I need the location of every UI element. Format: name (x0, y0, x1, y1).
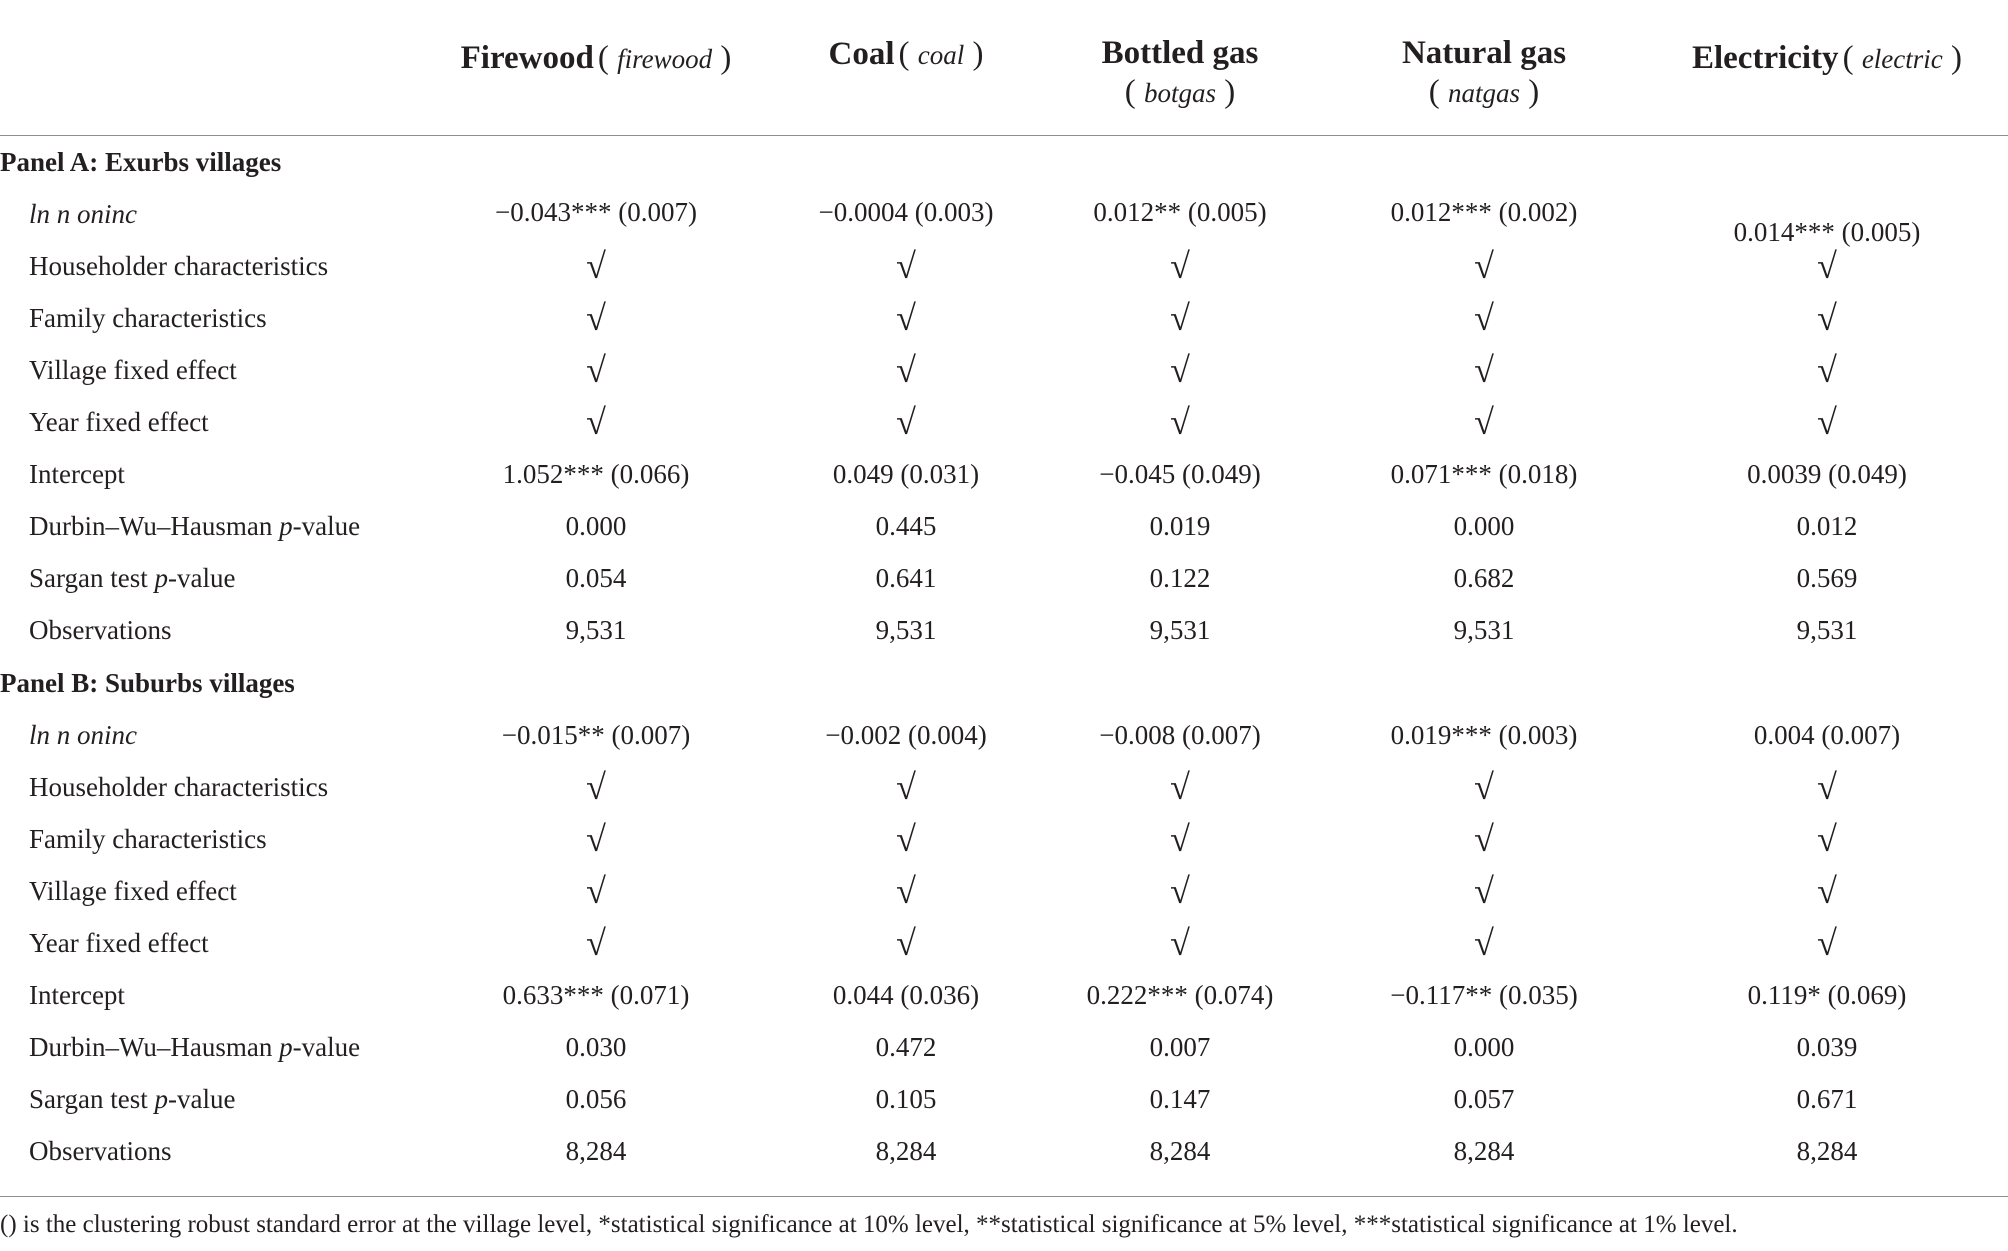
open-paren: ( (1842, 40, 1862, 76)
table-header (0, 0, 2008, 135)
row-label (29, 1021, 360, 1073)
table-row (0, 813, 2008, 865)
cell-electricity: 9,531 (1796, 615, 1858, 645)
cell-electricity: 0.039 (1796, 1032, 1858, 1062)
row-label: Householder characteristics (29, 251, 329, 281)
cell-electricity: 0.014*** (0.005) (1733, 217, 1921, 247)
cell-coal: √ (896, 402, 916, 442)
row-label: Intercept (29, 980, 125, 1010)
cell-coal: 0.105 (875, 1084, 937, 1114)
cell-electricity: 8,284 (1796, 1136, 1858, 1166)
table-row (0, 709, 2008, 761)
row-label-text: Sargan test (29, 563, 155, 593)
row-label-suffix: -value (167, 1084, 236, 1114)
cell-coal: 0.044 (0.036) (832, 980, 980, 1010)
cell-electricity: 0.569 (1796, 563, 1858, 593)
table-row (0, 500, 2008, 552)
row-label-suffix: -value (167, 563, 236, 593)
table-row (0, 917, 2008, 969)
cell-coal: −0.0004 (0.003) (818, 197, 994, 227)
cell-natural-gas: 0.000 (1453, 511, 1515, 541)
row-label-p: p (279, 511, 293, 541)
close-paren: ) (1216, 74, 1236, 110)
cell-natural-gas: √ (1474, 298, 1494, 338)
cell-electricity: 0.012 (1796, 511, 1858, 541)
cell-electricity: 0.0039 (0.049) (1747, 459, 1907, 489)
cell-bottled-gas: −0.008 (0.007) (1099, 720, 1261, 750)
cell-firewood: √ (586, 819, 606, 859)
table-row (0, 344, 2008, 396)
column-name: Bottled gas (1101, 35, 1259, 71)
close-paren: ) (1520, 74, 1540, 110)
row-label-text: Durbin–Wu–Hausman (29, 1032, 280, 1062)
cell-natural-gas: 0.682 (1453, 563, 1515, 593)
bottom-rule (0, 1196, 2008, 1197)
cell-coal: √ (896, 871, 916, 911)
cell-firewood: √ (586, 402, 606, 442)
cell-coal: 0.445 (875, 511, 937, 541)
cell-firewood: √ (586, 246, 606, 286)
cell-bottled-gas: √ (1170, 819, 1190, 859)
row-label-suffix: -value (292, 511, 361, 541)
column-code-line (1102, 73, 1259, 112)
cell-natural-gas: √ (1474, 923, 1494, 963)
cell-bottled-gas: 0.007 (1149, 1032, 1211, 1062)
cell-coal: √ (896, 246, 916, 286)
table-row (0, 552, 2008, 604)
column-name: Electricity (1691, 40, 1839, 76)
cell-firewood: 0.054 (565, 563, 627, 593)
cell-bottled-gas: √ (1170, 871, 1190, 911)
close-paren: ) (964, 36, 984, 72)
cell-coal: 9,531 (875, 615, 937, 645)
cell-bottled-gas: √ (1170, 350, 1190, 390)
cell-firewood: √ (586, 767, 606, 807)
cell-electricity: √ (1817, 402, 1837, 442)
cell-coal: 8,284 (875, 1136, 937, 1166)
open-paren: ( (597, 40, 618, 76)
cell-firewood: √ (586, 871, 606, 911)
cell-bottled-gas: 0.012** (0.005) (1093, 197, 1267, 227)
cell-coal: √ (896, 923, 916, 963)
table-row (0, 969, 2008, 1021)
cell-electricity: √ (1817, 819, 1837, 859)
column-code: firewood (617, 44, 713, 74)
cell-electricity: 0.671 (1796, 1084, 1858, 1114)
cell-electricity: √ (1817, 246, 1837, 286)
table-row (0, 396, 2008, 448)
column-name: Firewood (460, 40, 594, 76)
cell-firewood: √ (586, 298, 606, 338)
panel-title-row (0, 657, 2008, 709)
cell-bottled-gas: 0.122 (1149, 563, 1211, 593)
cell-natural-gas: √ (1474, 767, 1494, 807)
cell-firewood: −0.015** (0.007) (501, 720, 691, 750)
panel-title: Panel B: Suburbs villages (0, 668, 295, 698)
row-label: Observations (29, 615, 172, 645)
row-label: Year fixed effect (29, 928, 209, 958)
column-code: natgas (1447, 78, 1520, 108)
column-code: electric (1861, 44, 1943, 74)
open-paren: ( (1428, 74, 1448, 110)
table-footnote: () is the clustering robust standard error at the village level, *statistical significance at 10% level, **statistical significance at 5% level, ***statistical significance at 1% level. (0, 1211, 1738, 1238)
cell-natural-gas: √ (1474, 402, 1494, 442)
table-row (0, 761, 2008, 813)
cell-coal: −0.002 (0.004) (825, 720, 987, 750)
row-label: ln n oninc (29, 720, 137, 750)
cell-firewood: √ (586, 350, 606, 390)
cell-natural-gas: √ (1474, 246, 1494, 286)
cell-coal: √ (896, 350, 916, 390)
row-label-text: Durbin–Wu–Hausman (29, 511, 280, 541)
cell-firewood: 0.030 (565, 1032, 627, 1062)
panel-title: Panel A: Exurbs villages (0, 147, 282, 177)
cell-firewood: 1.052*** (0.066) (502, 459, 690, 489)
cell-coal: 0.641 (875, 563, 937, 593)
row-label-p: p (154, 563, 168, 593)
row-label: Householder characteristics (29, 772, 329, 802)
row-label: Observations (29, 1136, 172, 1166)
cell-firewood: 0.056 (565, 1084, 627, 1114)
cell-electricity: √ (1817, 871, 1837, 911)
cell-natural-gas: 0.057 (1453, 1084, 1515, 1114)
table-row (0, 240, 2008, 292)
row-label: Family characteristics (29, 824, 267, 854)
column-name: Natural gas (1401, 35, 1567, 71)
cell-bottled-gas: √ (1170, 246, 1190, 286)
row-label-p: p (279, 1032, 293, 1062)
cell-natural-gas: 9,531 (1453, 615, 1515, 645)
open-paren: ( (1124, 74, 1144, 110)
cell-coal: 0.049 (0.031) (832, 459, 980, 489)
cell-bottled-gas: √ (1170, 767, 1190, 807)
row-label-text: Sargan test (29, 1084, 155, 1114)
row-label: ln n oninc (29, 199, 137, 229)
cell-natural-gas: 0.012*** (0.002) (1390, 197, 1578, 227)
cell-firewood: 0.000 (565, 511, 627, 541)
table-row (0, 865, 2008, 917)
cell-coal: 0.472 (875, 1032, 937, 1062)
cell-firewood: 9,531 (565, 615, 627, 645)
row-label (29, 1073, 235, 1125)
cell-natural-gas: 8,284 (1453, 1136, 1515, 1166)
row-label-suffix: -value (292, 1032, 361, 1062)
table-row (0, 1073, 2008, 1125)
cell-bottled-gas: √ (1170, 402, 1190, 442)
table-row (0, 448, 2008, 500)
cell-electricity: √ (1817, 923, 1837, 963)
open-paren: ( (898, 36, 918, 72)
cell-coal: √ (896, 819, 916, 859)
cell-firewood: 0.633*** (0.071) (502, 980, 690, 1010)
cell-firewood: −0.043*** (0.007) (495, 197, 697, 227)
row-label (29, 552, 235, 604)
cell-bottled-gas: √ (1170, 298, 1190, 338)
cell-bottled-gas: √ (1170, 923, 1190, 963)
row-label (29, 500, 360, 552)
cell-natural-gas: −0.117** (0.035) (1390, 980, 1578, 1010)
cell-bottled-gas: 8,284 (1149, 1136, 1211, 1166)
panel-title-row (0, 136, 2008, 188)
cell-bottled-gas: −0.045 (0.049) (1099, 459, 1261, 489)
table-row (0, 604, 2008, 656)
row-label: Village fixed effect (29, 355, 237, 385)
close-paren: ) (1942, 40, 1963, 76)
cell-natural-gas: 0.071*** (0.018) (1390, 459, 1578, 489)
column-code: botgas (1143, 78, 1216, 108)
cell-electricity: √ (1817, 350, 1837, 390)
row-label: Intercept (29, 459, 125, 489)
table-row (0, 188, 2008, 247)
cell-electricity: √ (1817, 767, 1837, 807)
close-paren: ) (712, 40, 732, 76)
table-row (0, 292, 2008, 344)
cell-natural-gas: 0.000 (1453, 1032, 1515, 1062)
cell-firewood: 8,284 (565, 1136, 627, 1166)
cell-electricity: 0.119* (0.069) (1747, 980, 1907, 1010)
cell-natural-gas: √ (1474, 871, 1494, 911)
cell-electricity: √ (1817, 298, 1837, 338)
cell-electricity: 0.004 (0.007) (1753, 720, 1901, 750)
cell-natural-gas: 0.019*** (0.003) (1390, 720, 1578, 750)
cell-natural-gas: √ (1474, 819, 1494, 859)
column-name: Coal (828, 36, 895, 72)
cell-coal: √ (896, 767, 916, 807)
cell-firewood: √ (586, 923, 606, 963)
column-code-line (1402, 73, 1566, 112)
row-label: Family characteristics (29, 303, 267, 333)
cell-bottled-gas: 0.222*** (0.074) (1086, 980, 1274, 1010)
cell-natural-gas: √ (1474, 350, 1494, 390)
table-row (0, 1021, 2008, 1073)
cell-bottled-gas: 0.147 (1149, 1084, 1211, 1114)
row-label: Village fixed effect (29, 876, 237, 906)
table-row (0, 1125, 2008, 1177)
row-label-p: p (154, 1084, 168, 1114)
cell-coal: √ (896, 298, 916, 338)
row-label: Year fixed effect (29, 407, 209, 437)
column-code: coal (917, 40, 965, 70)
cell-bottled-gas: 9,531 (1149, 615, 1211, 645)
cell-bottled-gas: 0.019 (1149, 511, 1211, 541)
